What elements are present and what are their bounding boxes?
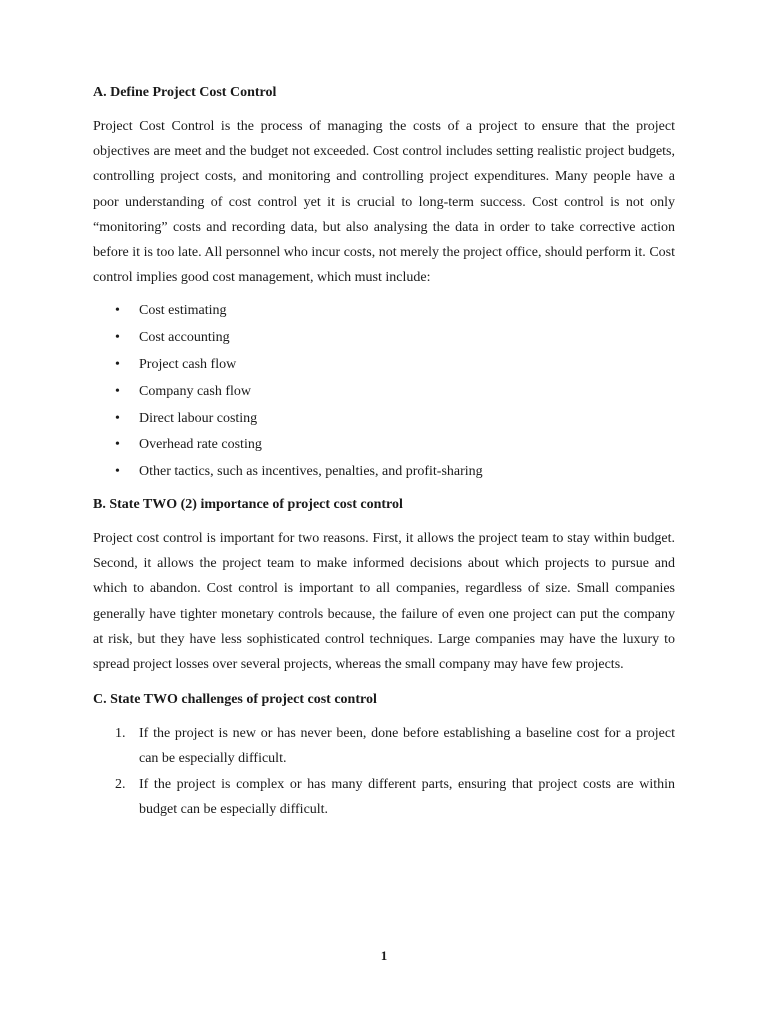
list-item: • Cost estimating — [93, 298, 675, 325]
bullet-icon: • — [115, 410, 120, 426]
page-number: 1 — [380, 948, 388, 963]
section-c-heading: C. State TWO challenges of project cost control — [93, 692, 377, 708]
list-number: 1. — [115, 726, 126, 742]
section-b-heading: B. State TWO (2) importance of project cost control — [93, 497, 403, 512]
bullet-icon: • — [115, 464, 120, 480]
list-item: • Overhead rate costing — [93, 432, 675, 459]
list-item: • Project cash flow — [93, 352, 675, 379]
list-item: • Company cash flow — [93, 379, 675, 406]
bullet-icon: • — [115, 330, 120, 346]
cost-management-list — [93, 298, 675, 486]
bullet-icon: • — [115, 383, 120, 399]
bullet-icon: • — [115, 437, 120, 453]
list-item: 1. If the project is new or has never been, done before establishing a baseline cost for a project can be especially difficult. — [93, 721, 675, 771]
section-a-heading: A. Define Project Cost Control — [93, 85, 277, 100]
list-number: 2. — [115, 776, 126, 792]
list-item: • Direct labour costing — [93, 406, 675, 433]
document-page — [93, 84, 675, 822]
list-item: 2. If the project is complex or has many different parts, ensuring that project costs are within budget can be especially difficult. — [93, 772, 675, 822]
bullet-icon: • — [115, 357, 120, 373]
section-a-paragraph: Project Cost Control is the process of managing the costs of a project to ensure that the project objectives are meet and the budget not exceeded. Cost control includes setting realistic project budgets, controlling project costs, and monitoring and controlling project expenditures. Many people have a poor understanding of cost control yet it is crucial to long-term success. Cost control is not only “monitoring” costs and recording data, but also analysing the data in order to take corrective action before it is too late. All personnel who incur costs, not merely the project office, should perform it. Cost control implies good cost management, which must include: — [93, 119, 675, 286]
section-b-paragraph: Project cost control is important for two reasons. First, it allows the project team to stay within budget. Second, it allows the project team to make informed decisions about which projects to pursue and which to abandon. Cost control is important to all companies, regardless of size. Small companies generally have tighter monetary controls because, the failure of even one project can put the company at risk, but they have less sophisticated control techniques. Large companies may have the luxury to spread project losses over several projects, whereas the small company may have few projects. — [93, 531, 675, 673]
list-item: • Cost accounting — [93, 325, 675, 352]
list-item: • Other tactics, such as incentives, penalties, and profit-sharing — [93, 459, 675, 486]
bullet-icon: • — [115, 303, 120, 319]
challenges-list — [93, 721, 675, 822]
